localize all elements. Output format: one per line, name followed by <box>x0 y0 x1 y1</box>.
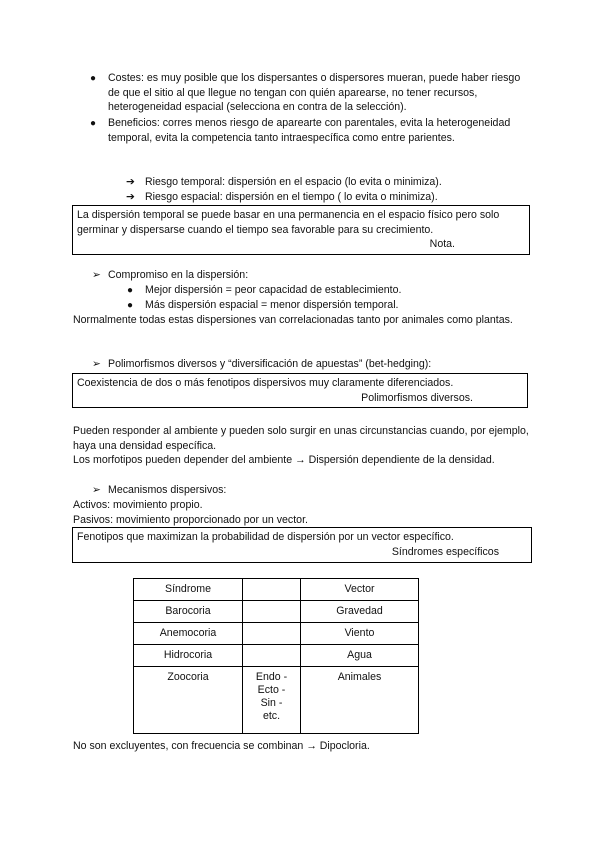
compromiso-heading: Compromiso en la dispersión: <box>108 269 249 281</box>
polimorfismos-box-label: Polimorfismos diversos. <box>361 391 473 404</box>
table-cell: Barocoria <box>134 601 243 623</box>
table-cell <box>243 623 301 645</box>
compromiso-paragraph: Normalmente todas estas dispersiones van correlacionadas tanto por animales como plantas. <box>73 314 513 326</box>
bullet-dot-icon: ● <box>90 118 97 129</box>
compromiso-item-1: Mejor dispersión = peor capacidad de establecimiento. <box>145 284 402 296</box>
table-cell <box>243 645 301 667</box>
table-header-row <box>134 579 419 601</box>
nota-label: Nota. <box>429 238 455 251</box>
table-cell: Anemocoria <box>134 623 243 645</box>
sindromes-box <box>72 527 532 563</box>
table-cell: Gravedad <box>301 601 419 623</box>
arrowhead-bullet-icon: ➢ <box>92 269 101 281</box>
footer-note: No son excluyentes, con frecuencia se combinan → Dipocloria. <box>73 740 370 752</box>
table-header-cell: Vector <box>301 579 419 601</box>
mecanismos-pasivos: Pasivos: movimiento proporcionado por un vector. <box>73 514 308 526</box>
costes-bullet: Costes: es muy posible que los dispersantes o dispersores mueran, puede haber riesgo de que el sitio al que llegue no tengan con quién aparearse, no tener recursos, heterogeneidad espacial (selecciona en contra de la selección). <box>108 72 521 114</box>
table-row <box>134 645 419 667</box>
arrowhead-bullet-icon: ➢ <box>92 484 101 496</box>
table-cell: Endo - Ecto - Sin - etc. <box>243 667 301 734</box>
table-cell: Hidrocoria <box>134 645 243 667</box>
table-row <box>134 601 419 623</box>
polimorfismos-box <box>72 373 528 408</box>
nota-box <box>72 205 530 255</box>
polimorfismos-paragraph-2: Los morfotipos pueden depender del ambiente → Dispersión dependiente de la densidad. <box>73 454 495 466</box>
arrow-right-icon: ➔ <box>126 176 135 188</box>
polimorfismos-box-text: Coexistencia de dos o más fenotipos dispersivos muy claramente diferenciados. <box>77 377 454 389</box>
bullet-dot-icon: ● <box>90 73 97 84</box>
arrowhead-bullet-icon: ➢ <box>92 358 101 370</box>
table-cell <box>243 601 301 623</box>
mecanismos-heading: Mecanismos dispersivos: <box>108 484 227 496</box>
table-cell: Animales <box>301 667 419 734</box>
compromiso-item-2: Más dispersión espacial = menor dispersión temporal. <box>145 299 399 311</box>
syndrome-table <box>133 578 419 734</box>
mecanismos-activos: Activos: movimiento propio. <box>73 499 203 511</box>
sindromes-box-label: Síndromes específicos <box>391 545 499 558</box>
table-row <box>134 667 419 734</box>
bullet-dot-icon: ● <box>127 285 134 296</box>
table-header-cell <box>243 579 301 601</box>
riesgo-temporal: Riesgo temporal: dispersión en el espacio (lo evita o minimiza). <box>145 176 442 188</box>
beneficios-bullet: Beneficios: corres menos riesgo de aparearte con parentales, evita la heterogeneidad temporal, evita la competencia tanto intraespecífica como entre parientes. <box>108 117 511 144</box>
arrow-right-icon: ➔ <box>126 191 135 203</box>
polimorfismos-heading: Polimorfismos diversos y “diversificación de apuestas” (bet-hedging): <box>108 358 432 370</box>
table-row <box>134 623 419 645</box>
table-cell: Zoocoria <box>134 667 243 734</box>
bullet-dot-icon: ● <box>127 300 134 311</box>
polimorfismos-paragraph-1: Pueden responder al ambiente y pueden solo surgir en unas circunstancias cuando, por ejemplo, haya una densidad específica. <box>73 425 529 452</box>
sindromes-box-text: Fenotipos que maximizan la probabilidad de dispersión por un vector específico. <box>77 531 454 543</box>
table-cell: Agua <box>301 645 419 667</box>
nota-text: La dispersión temporal se puede basar en una permanencia en el espacio físico pero solo germinar y dispersarse cuando el tiempo sea favorable para su crecimiento. <box>77 209 500 236</box>
table-header-cell: Síndrome <box>134 579 243 601</box>
table-cell: Viento <box>301 623 419 645</box>
riesgo-espacial: Riesgo espacial: dispersión en el tiempo ( lo evita o minimiza). <box>145 191 438 203</box>
